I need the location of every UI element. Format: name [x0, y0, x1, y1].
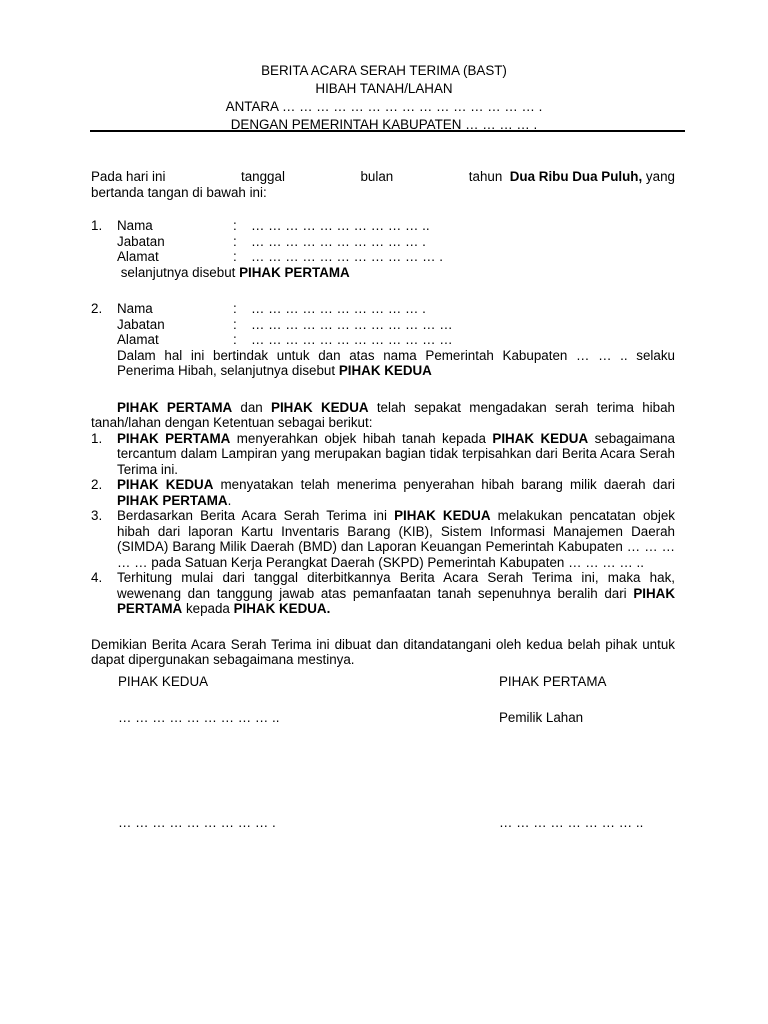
item-text: melakukan pencatatan objek hibah dari laporan Kartu Inventaris Barang (KIB), Sistem Informasi Manajemen Daerah (SIMDA) Barang Milik Daerah (BMD) dan Laporan Keuangan Pemerintah Kabupaten … … … … … pada Satuan Kerja Perangkat Daerah (SKPD) Pemerintah Kabupaten … … … … ..	[117, 508, 675, 570]
party1-jabatan-row	[91, 234, 675, 250]
list-item	[91, 431, 675, 478]
item-text: menyerahkan objek hibah tanah kepada	[230, 430, 493, 446]
colon: :	[233, 316, 237, 332]
intro-year: Dua Ribu Dua Puluh,	[509, 169, 643, 184]
party1-nama-value: … … … … … … … … … … ..	[251, 218, 430, 233]
party2-jabatan-row	[91, 317, 675, 333]
signature-left-name: … … … … … … … … … .	[118, 815, 276, 830]
item-bold: PIHAK KEDUA	[492, 430, 589, 446]
colon: :	[233, 218, 237, 233]
item-bold: PIHAK KEDUA	[117, 477, 214, 492]
signature-right-title: PIHAK PERTAMA	[499, 674, 607, 689]
alamat-label: Alamat	[117, 332, 159, 347]
alamat-label: Alamat	[117, 249, 159, 264]
intro-word: tahun	[468, 169, 503, 184]
agreement-bold: PIHAK KEDUA	[271, 399, 369, 415]
item-bold: PIHAK PERTAMA	[117, 585, 675, 616]
intro-line-2: bertanda tangan di bawah ini:	[91, 184, 267, 200]
party1-nama-row	[91, 218, 675, 234]
intro-date-line	[91, 169, 675, 185]
item-text: .	[227, 492, 232, 508]
list-item	[91, 477, 675, 508]
colon: :	[233, 233, 237, 249]
item-bold: PIHAK KEDUA	[394, 508, 491, 523]
signature-right-name: … … … … … … … … ..	[499, 815, 644, 830]
title-line-1: BERITA ACARA SERAH TERIMA (BAST)	[261, 63, 507, 78]
document-body	[91, 169, 675, 668]
jabatan-label: Jabatan	[117, 233, 165, 249]
list-item	[91, 570, 675, 617]
list-item	[91, 508, 675, 570]
item-number: 3.	[91, 508, 103, 523]
agreement-text: telah sepakat mengadakan serah terima hibah tanah/lahan dengan Ketentuan sebagai berikut:	[91, 399, 675, 430]
item-text: Berdasarkan Berita Acara Serah Terima ini	[117, 508, 395, 523]
party2-nama-row	[91, 301, 675, 317]
agreement-text: dan	[232, 399, 272, 415]
colon: :	[233, 332, 237, 347]
party2-desc-text: Penerima Hibah, selanjutnya disebut	[117, 363, 339, 378]
item-text: Terhitung mulai dari tanggal diterbitkannya Berita Acara Serah Terima ini, maka hak, wewenang dan tanggung jawab atas pemanfaatan tanah sepenuhnya beralih dari	[117, 570, 675, 601]
party1-alamat-value: … … … … … … … … … … … .	[251, 249, 443, 264]
jabatan-label: Jabatan	[117, 316, 165, 332]
colon: :	[233, 249, 237, 264]
document-header	[0, 62, 768, 134]
item-number: 4.	[91, 570, 103, 585]
party2-nama-value: … … … … … … … … … … .	[251, 301, 426, 316]
agreement-bold: PIHAK PERTAMA	[117, 399, 233, 415]
title-line-4: DENGAN PEMERINTAH KABUPATEN … … … … .	[230, 117, 538, 132]
party2-alamat-value: … … … … … … … … … … … …	[251, 332, 453, 347]
provisions-list	[91, 431, 675, 617]
intro-year-group	[469, 169, 675, 185]
designation-bold: PIHAK PERTAMA	[239, 264, 350, 280]
item-bold: PIHAK PERTAMA	[117, 492, 228, 508]
party2-number: 2.	[91, 301, 103, 316]
party1-jabatan-value: … … … … … … … … … … .	[251, 233, 426, 249]
item-bold: PIHAK PERTAMA	[117, 430, 231, 446]
closing-paragraph: Demikian Berita Acara Serah Terima ini dibuat dan ditandatangani oleh kedua belah pihak untuk dapat dipergunakan sebagaimana mestinya.	[91, 636, 675, 667]
designation-text: selanjutnya disebut	[117, 264, 240, 280]
item-text: kepada	[182, 601, 234, 616]
title-line-3: ANTARA … … … … … … … … … … … … … … … .	[225, 99, 543, 114]
intro-word: Pada hari ini	[91, 169, 166, 184]
party1-number: 1.	[91, 218, 103, 233]
item-number: 1.	[91, 430, 103, 446]
intro-word: yang	[645, 169, 675, 184]
party2-jabatan-value: … … … … … … … … … … … …	[251, 316, 453, 332]
item-text: menyatakan telah menerima penyerahan hibah barang milik daerah dari	[213, 477, 675, 492]
nama-label: Nama	[117, 301, 153, 316]
agreement-paragraph	[91, 400, 675, 431]
party1-alamat-row	[91, 249, 675, 265]
nama-label: Nama	[117, 218, 153, 233]
intro-word: tanggal	[241, 169, 285, 184]
party1-designation	[91, 265, 675, 281]
header-rule	[90, 130, 685, 132]
item-text: sebagaimana tercantum dalam Lampiran yang merupakan bagian tidak terpisahkan dari Berita Acara Serah Terima ini.	[117, 430, 675, 477]
party2-alamat-row	[91, 332, 675, 348]
signature-left-sub: … … … … … … … … … ..	[118, 710, 280, 725]
intro-word: bulan	[360, 169, 394, 184]
signature-left-title: PIHAK KEDUA	[118, 674, 209, 689]
party2-desc-line-2	[91, 363, 675, 379]
colon: :	[233, 301, 237, 316]
party2-desc-line-1: Dalam hal ini bertindak untuk dan atas nama Pemerintah Kabupaten … … .. selaku	[117, 347, 675, 363]
item-number: 2.	[91, 477, 103, 492]
signature-right-sub: Pemilik Lahan	[499, 710, 584, 725]
party2-desc-bold: PIHAK KEDUA	[338, 363, 432, 378]
item-bold: PIHAK KEDUA.	[233, 601, 331, 616]
title-line-2: HIBAH TANAH/LAHAN	[315, 81, 453, 96]
